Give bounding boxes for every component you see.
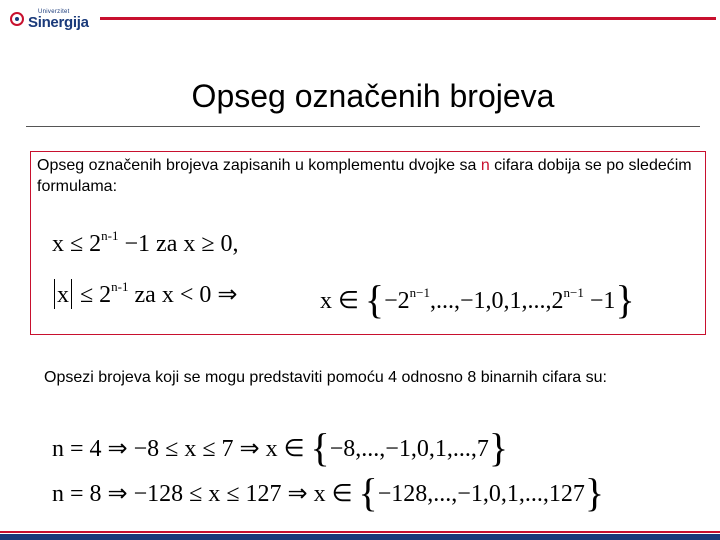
set-open-brace: { — [364, 277, 385, 322]
formula-range-set — [320, 276, 635, 323]
set-prefix: x ∈ — [320, 288, 365, 314]
set-exponent-1: n−1 — [409, 285, 430, 300]
formula4-close-brace: } — [584, 470, 605, 515]
formula4-open-brace: { — [358, 470, 378, 515]
logo-wordmark: Sinergija — [28, 14, 89, 31]
formula1-lhs: x ≤ 2 — [52, 231, 102, 257]
formula-negative-range — [52, 279, 237, 309]
university-logo — [8, 6, 98, 32]
formula3-open-brace: { — [310, 425, 330, 470]
footer-bar — [0, 534, 720, 540]
formula-n4-range — [52, 424, 508, 471]
set-end: −1 — [583, 288, 616, 314]
set-close-brace: } — [615, 277, 635, 322]
formula3-close-brace: } — [488, 425, 509, 470]
intro-highlight-n: n — [480, 157, 490, 174]
set-exponent-2: n−1 — [563, 285, 584, 300]
abs-bar-right — [71, 279, 72, 309]
logo-subtitle: Univerzitet — [38, 9, 70, 15]
set-start: −2 — [384, 288, 410, 314]
formula-n8-range — [52, 469, 604, 516]
formula1-exponent: n-1 — [101, 228, 119, 243]
intro-text-after: cifara dobija se po sledećim formulama: — [37, 157, 692, 195]
abs-bar-left — [54, 279, 55, 309]
formula2-exponent: n-1 — [111, 279, 129, 294]
slide-title: Opseg označenih brojeva — [191, 78, 555, 114]
formula2-rest: za x < 0 ⇒ — [128, 282, 238, 308]
formula-positive-range — [52, 228, 239, 258]
formula2-var: x — [57, 282, 69, 308]
examples-intro-text: Opsezi brojeva koji se mogu predstaviti pomoću 4 odnosno 8 binarnih cifara su: — [44, 369, 607, 386]
set-middle: ,...,−1,0,1,...,2 — [430, 288, 564, 314]
formula3-set: −8,...,−1,0,1,...,7 — [329, 436, 489, 462]
intro-text — [37, 155, 697, 197]
title-divider — [26, 126, 700, 127]
header-divider — [100, 17, 716, 20]
logo-emblem-icon — [10, 12, 24, 26]
intro-text-before: Opseg označenih brojeva zapisanih u komplementu dvojke sa — [37, 157, 481, 174]
formula4-set: −128,...,−1,0,1,...,127 — [377, 481, 585, 507]
formula4-main: n = 8 ⇒ −128 ≤ x ≤ 127 ⇒ x ∈ — [52, 481, 359, 507]
formula1-rest: −1 za x ≥ 0, — [118, 231, 239, 257]
formula2-le: ≤ 2 — [74, 282, 112, 308]
formula3-main: n = 4 ⇒ −8 ≤ x ≤ 7 ⇒ x ∈ — [52, 436, 311, 462]
